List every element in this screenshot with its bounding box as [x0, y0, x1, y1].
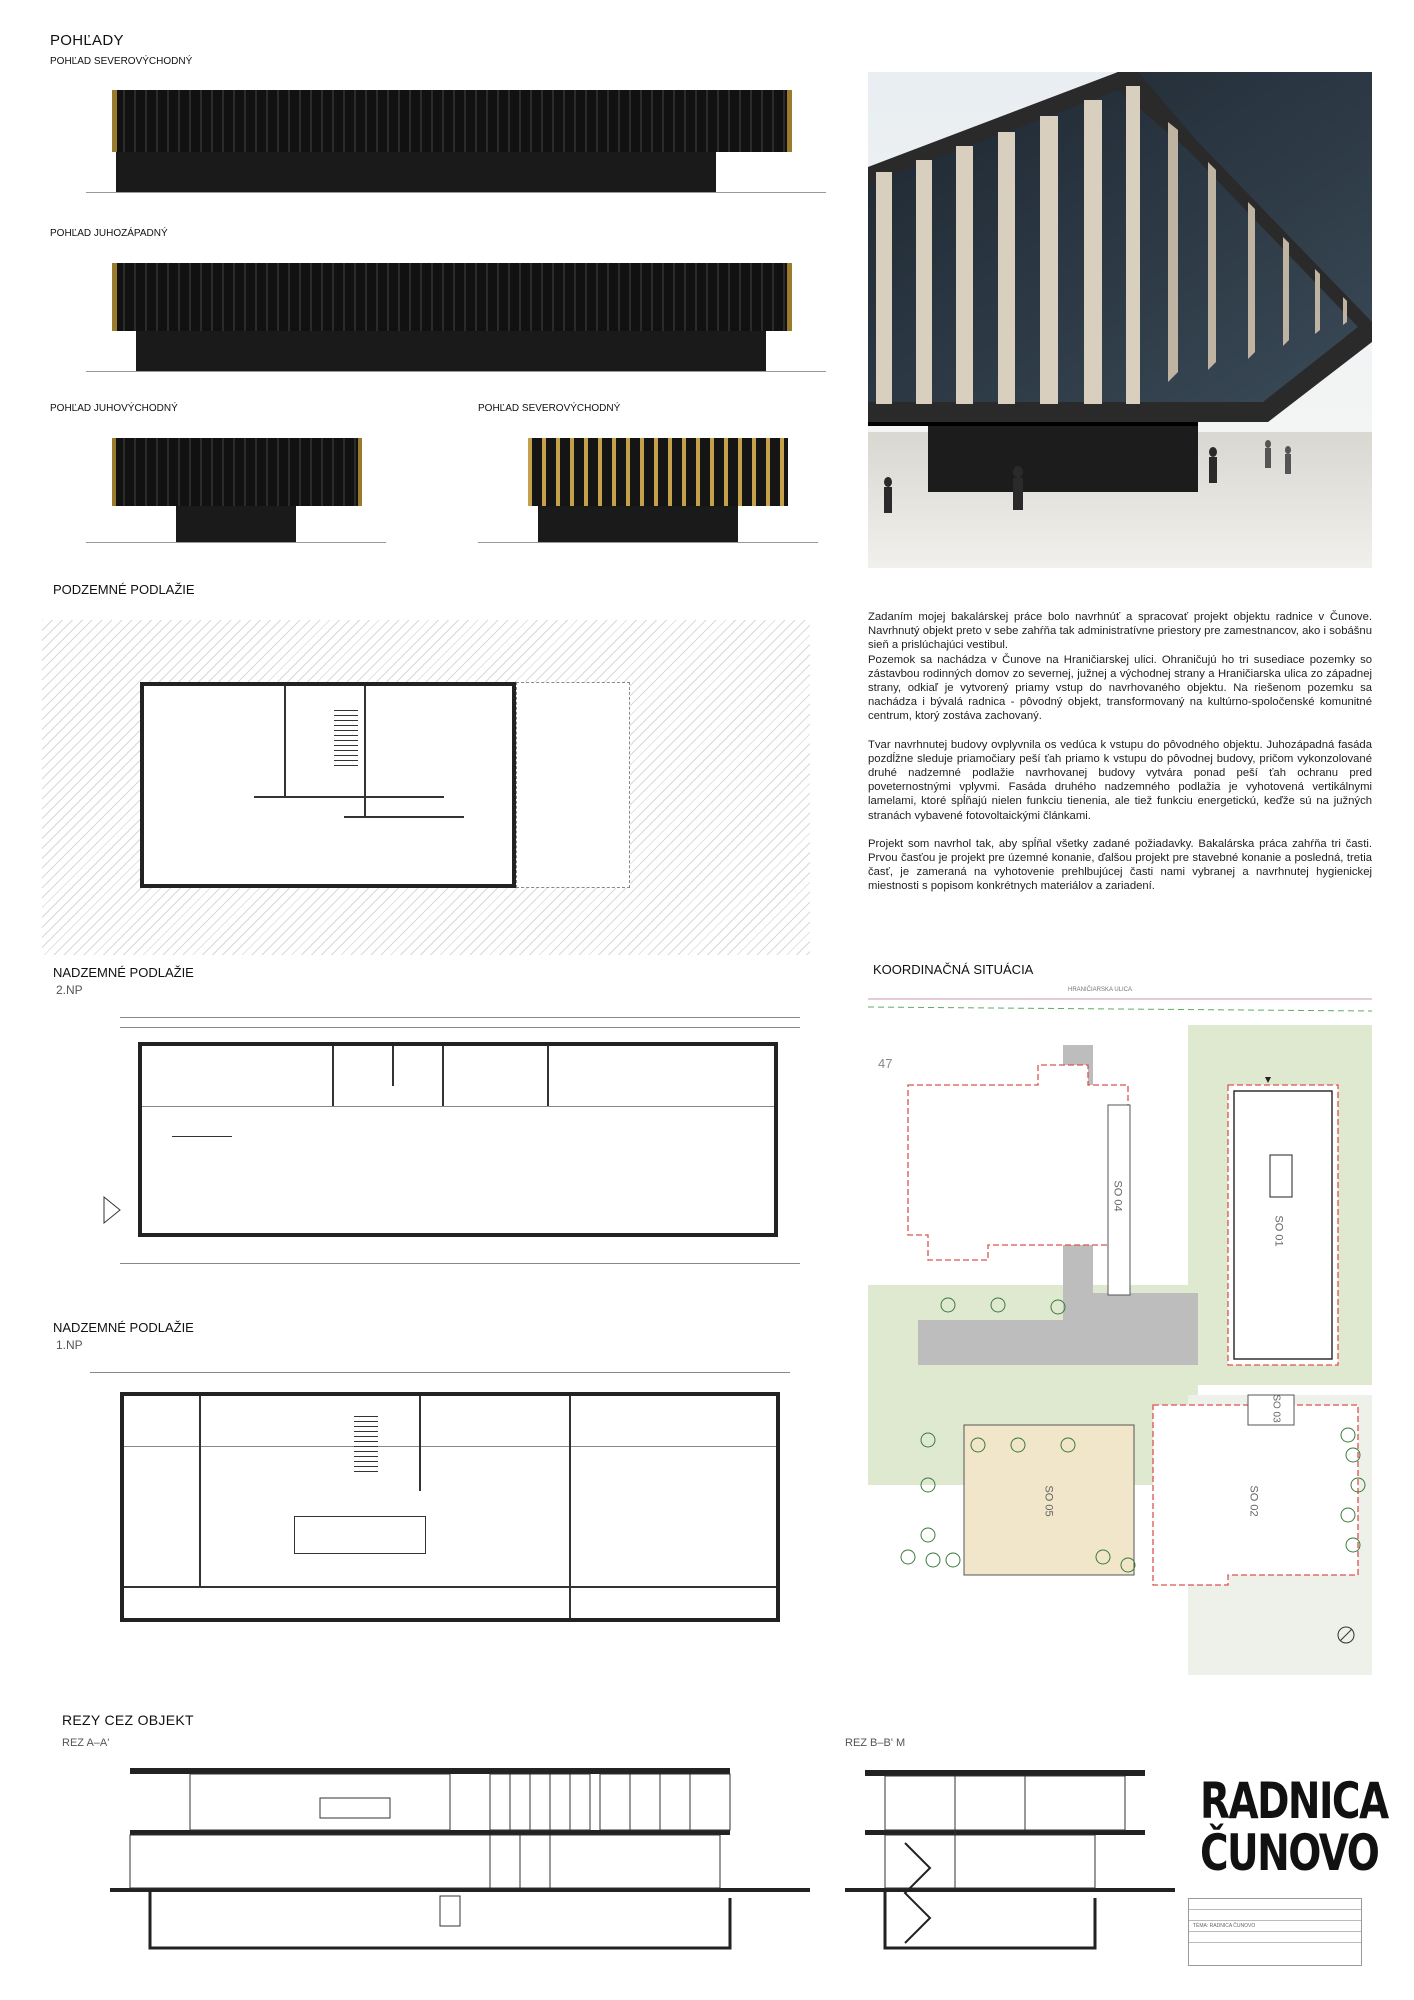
street-name: HRANIČIARSKA ULICA [1068, 987, 1133, 993]
views-heading: POHĽADY [50, 32, 124, 49]
title-block-row [1189, 1932, 1361, 1943]
floor1-outline [120, 1392, 780, 1622]
situation-heading: KOORDINAČNÁ SITUÁCIA [873, 962, 1034, 977]
project-title-line1: RADNICA [1200, 1772, 1388, 1830]
elevation-ground-floor [116, 152, 716, 192]
elevation-upper-facade [112, 90, 792, 152]
elevation-southwest [86, 255, 826, 380]
view-label-ne: POHĽAD SEVEROVÝCHODNÝ [50, 56, 193, 67]
floor2-plan [60, 1005, 820, 1295]
partition [344, 816, 464, 818]
dimension-line [120, 1263, 800, 1264]
so-label: SO 03 [1270, 1394, 1282, 1423]
elevation-ground-floor [136, 331, 766, 371]
description-paragraph: Zadaním mojej bakalárskej práce bolo navrhnúť a spracovať projekt objektu radnice v Čunove. Navrhnutý objekt preto v sebe zahŕňa tak administratívne priestory pre zamestnancov, ako i sobášnu sieň a prislúchajúci vestibul. [868, 611, 1372, 652]
partition [332, 1046, 334, 1106]
elevation-edge [112, 90, 117, 152]
elevation-northeast [86, 80, 826, 200]
elevation-edge [787, 90, 792, 152]
elevation-edge [112, 263, 117, 331]
elevation-ground-floor [176, 506, 296, 542]
section-a [90, 1758, 810, 1958]
basement-outline [140, 682, 516, 888]
description-paragraph: Pozemok sa nachádza v Čunove na Hraničiarskej ulici. Ohraničujú ho tri susediace pozemky so zástavbou rodinných domov zo severnej, južnej a východnej strany a Hraničiarska ulica zo západnej strany, odkiaľ je vytvorený priamy vstup do navrhovaného objektu. Na riešenom pozemku sa nachádza i bývalá radnica - pôvodný objekt, transformovaný na kultúrno-spoločenské komunitné centrum, ktorý zostáva zachovaný. [868, 653, 1372, 723]
partition [284, 686, 286, 796]
view-label-ne-2: POHĽAD SEVEROVÝCHODNÝ [478, 403, 621, 414]
ground-line [86, 192, 826, 193]
situation-plan [868, 985, 1372, 1675]
project-title-line2: ČUNOVO [1200, 1824, 1379, 1882]
elevation-upper-facade [112, 263, 792, 331]
view-label-se: POHĽAD JUHOVÝCHODNÝ [50, 403, 178, 414]
reception-desk [294, 1516, 426, 1554]
title-block-row [1189, 1943, 1361, 1953]
partition [199, 1396, 201, 1586]
ground-line [478, 542, 818, 543]
title-block-row [1189, 1910, 1361, 1921]
section-a-drawing [90, 1758, 810, 1958]
elevation-upper-facade [112, 438, 362, 506]
basement-plan [42, 620, 810, 955]
section-b [845, 1758, 1175, 1958]
project-title [1200, 1772, 1388, 1882]
elevation-northeast-short [478, 428, 818, 548]
dimension-line [120, 1027, 800, 1028]
project-description [868, 610, 1372, 908]
basement-heading: PODZEMNÉ PODLAŽIE [53, 582, 195, 597]
elevation-lamellas [528, 438, 788, 506]
title-block [1188, 1898, 1362, 1966]
section-b-label: REZ B–B' M [845, 1737, 906, 1749]
ground-line [86, 542, 386, 543]
so-label: SO 02 [1247, 1485, 1260, 1517]
so-label: SO 05 [1042, 1485, 1055, 1517]
elevation-ground-floor [538, 506, 738, 542]
partition [172, 1136, 232, 1137]
basement-future-area [516, 682, 630, 888]
floor1-level: 1.NP [56, 1338, 83, 1352]
so-label: SO 04 [1111, 1180, 1124, 1212]
entrance-arrow [102, 1195, 122, 1225]
section-a-label: REZ A–A' [62, 1737, 110, 1749]
partition [124, 1586, 776, 1588]
building-rendering [868, 72, 1372, 568]
elevation-edge [112, 438, 116, 506]
partition [254, 796, 444, 798]
partition [569, 1396, 571, 1618]
dimension-line [120, 1017, 800, 1018]
floor2-heading: NADZEMNÉ PODLAŽIE [53, 965, 194, 980]
elevation-southeast [86, 428, 386, 548]
elevation-edge [358, 438, 362, 506]
title-block-row [1189, 1899, 1361, 1910]
floor1-plan [60, 1360, 820, 1660]
elevation-edge [787, 263, 792, 331]
floor2-outline [138, 1042, 778, 1237]
ground-line [86, 371, 826, 372]
partition [124, 1446, 776, 1447]
partition [419, 1396, 421, 1491]
view-label-sw: POHĽAD JUHOZÁPADNÝ [50, 228, 168, 239]
description-paragraph: Tvar navrhnutej budovy ovplyvnila os vedúca k vstupu do pôvodného objektu. Juhozápadná fasáda pozdĺžne sleduje priamočiary peší ťah priamo k vstupu do pôvodnej budovy, pričom vykonzolované druhé nadzemné podlažie navrhovanej budovy vytvára ponad peší ťah ochranu pred poveternostnými vplyvmi. Fasáda druhého nadzemného podlažia je vyhotovená vertikálnymi lamelami, ktoré spĺňajú nielen funkciu tienenia, ale tiež funkciu energetickú, keďže sú na južných stranách vybavené fotovoltaickými článkami. [868, 738, 1372, 822]
rendering-image [868, 72, 1372, 568]
floor1-heading: NADZEMNÉ PODLAŽIE [53, 1320, 194, 1335]
staircase [354, 1416, 378, 1472]
staircase [334, 706, 358, 766]
partition [547, 1046, 549, 1106]
so-label: SO 01 [1272, 1215, 1285, 1247]
partition [142, 1106, 774, 1107]
dimension-line [90, 1372, 790, 1373]
floor2-level: 2.NP [56, 983, 83, 997]
section-b-drawing [845, 1758, 1175, 1958]
title-block-row: TÉMA: RADNICA ČUNOVO [1189, 1921, 1361, 1932]
situation-drawing [868, 985, 1372, 1675]
partition [392, 1046, 394, 1086]
partition [442, 1046, 444, 1106]
sections-heading: REZY CEZ OBJEKT [62, 1712, 194, 1728]
parcel-number: 47 [878, 1056, 893, 1071]
description-paragraph: Projekt som navrhol tak, aby spĺňal všetky zadané požiadavky. Bakalárska práca zahŕňa tri časti. Prvou časťou je projekt pre územné konanie, ďalšou projekt pre stavebné konanie a posledná, tretia časť, je zameraná na vyhotovenie prehlbujúcej časti nami vybranej a navrhnutej hygienickej miestnosti s popisom konkrétnych materiálov a zariadení. [868, 837, 1372, 893]
